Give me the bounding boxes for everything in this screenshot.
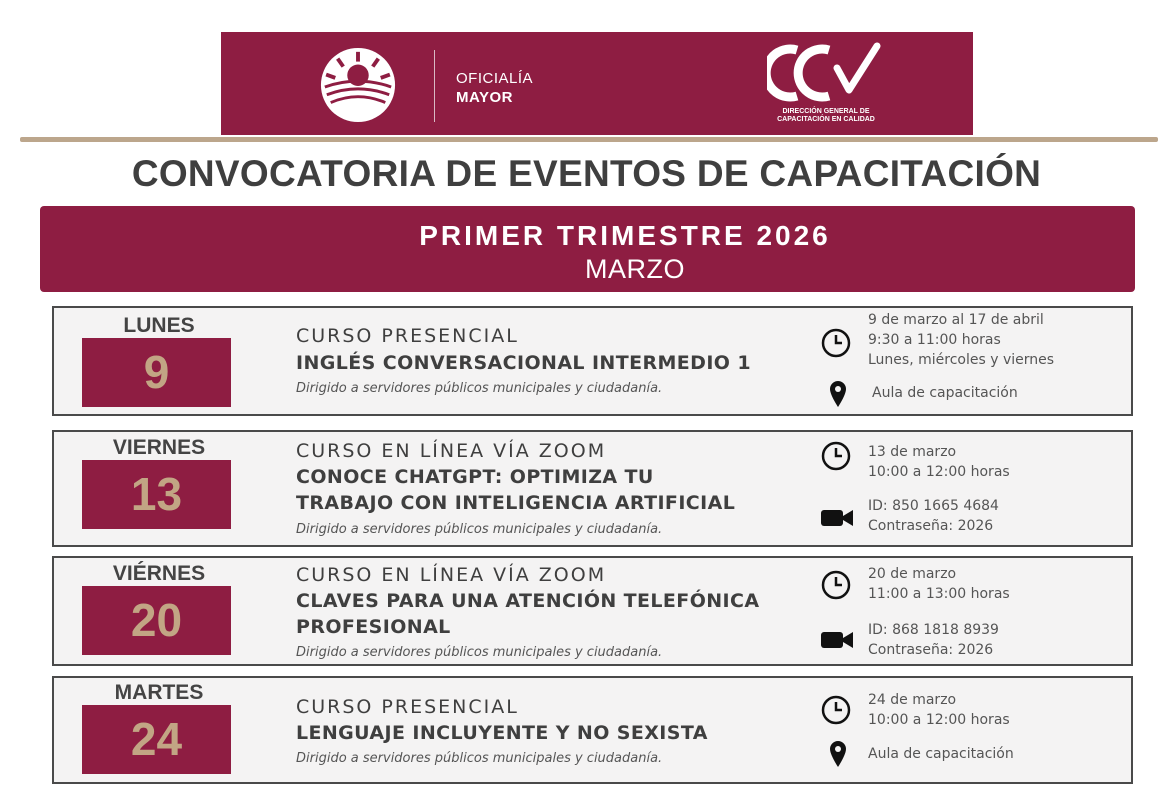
header-rule [20, 137, 1158, 142]
event-location [868, 744, 1014, 764]
event-audience: Dirigido a servidores públicos municipales y ciudadanía. [296, 381, 663, 396]
location-line: Aula de capacitación [868, 746, 1014, 762]
location-line: ID: 868 1818 8939 [868, 622, 999, 638]
period-title: PRIMER TRIMESTRE 2026 [419, 220, 831, 251]
event-title [296, 350, 751, 376]
event-title [296, 464, 735, 516]
location-line: ID: 850 1665 4684 [868, 498, 999, 514]
schedule-line: 9:30 a 11:00 horas [868, 332, 1001, 348]
clock-icon [821, 570, 851, 600]
ccc-logo-icon [767, 42, 881, 104]
event-card [52, 306, 1133, 416]
sun-logo-icon [319, 46, 397, 124]
header-divider [434, 50, 435, 122]
clock-icon [821, 328, 851, 358]
event-kind: CURSO EN LÍNEA VÍA ZOOM [296, 440, 607, 462]
video-camera-icon [820, 508, 854, 528]
event-audience: Dirigido a servidores públicos municipales y ciudadanía. [296, 522, 663, 537]
event-schedule [868, 442, 1010, 482]
event-schedule [868, 310, 1054, 370]
schedule-line: 10:00 a 12:00 horas [868, 464, 1010, 480]
event-title [296, 588, 759, 640]
event-weekday: MARTES [114, 681, 204, 704]
page-title: CONVOCATORIA DE EVENTOS DE CAPACITACIÓN [131, 153, 1042, 194]
location-line: Contraseña: 2026 [868, 518, 994, 534]
event-date: 20 [82, 586, 231, 655]
event-date: 13 [82, 460, 231, 529]
event-weekday: LUNES [123, 314, 195, 337]
office-line1: OFICIALÍA [456, 70, 534, 87]
clock-icon [821, 695, 851, 725]
schedule-line: 9 de marzo al 17 de abril [868, 312, 1044, 328]
event-weekday: VIERNES [112, 436, 206, 459]
office-name [456, 69, 533, 107]
pin-icon [829, 380, 847, 408]
period-banner [40, 206, 1135, 292]
schedule-line: 10:00 a 12:00 horas [868, 712, 1010, 728]
location-line: Contraseña: 2026 [868, 642, 994, 658]
event-schedule [868, 690, 1010, 730]
event-card [52, 430, 1133, 547]
event-date: 9 [82, 338, 231, 407]
schedule-line: Lunes, miércoles y viernes [868, 352, 1055, 368]
event-title-line: LENGUAJE INCLUYENTE Y NO SEXISTA [296, 722, 708, 744]
event-kind: CURSO PRESENCIAL [296, 325, 519, 347]
event-title [296, 720, 708, 746]
schedule-line: 13 de marzo [868, 444, 957, 460]
event-location [872, 383, 1018, 403]
event-card [52, 556, 1133, 666]
event-audience: Dirigido a servidores públicos municipales y ciudadanía. [296, 645, 663, 660]
event-title-line: TRABAJO CON INTELIGENCIA ARTIFICIAL [296, 492, 736, 514]
event-title-line: PROFESIONAL [296, 616, 451, 638]
event-kind: CURSO EN LÍNEA VÍA ZOOM [296, 564, 607, 586]
event-date: 24 [82, 705, 231, 774]
header-banner [221, 32, 973, 135]
office-line2: MAYOR [456, 89, 513, 106]
event-card [52, 676, 1133, 784]
event-schedule [868, 564, 1010, 604]
event-kind: CURSO PRESENCIAL [296, 696, 519, 718]
ccc-logo-caption: DIRECCIÓN GENERAL DE CAPACITACIÓN EN CALIDAD [777, 108, 875, 123]
event-audience: Dirigido a servidores públicos municipales y ciudadanía. [296, 751, 663, 766]
schedule-line: 20 de marzo [868, 566, 957, 582]
event-location [868, 620, 999, 660]
schedule-line: 24 de marzo [868, 692, 957, 708]
event-location [868, 496, 999, 536]
video-camera-icon [820, 630, 854, 650]
period-month: MARZO [585, 254, 685, 284]
event-title-line: CLAVES PARA UNA ATENCIÓN TELEFÓNICA [296, 590, 760, 612]
schedule-line: 11:00 a 13:00 horas [868, 586, 1010, 602]
location-line: Aula de capacitación [872, 385, 1018, 401]
event-title-line: CONOCE CHATGPT: OPTIMIZA TU [296, 466, 654, 488]
event-title-line: INGLÉS CONVERSACIONAL INTERMEDIO 1 [296, 352, 751, 374]
clock-icon [821, 441, 851, 471]
event-weekday: VIÉRNES [112, 562, 206, 585]
pin-icon [829, 740, 847, 768]
